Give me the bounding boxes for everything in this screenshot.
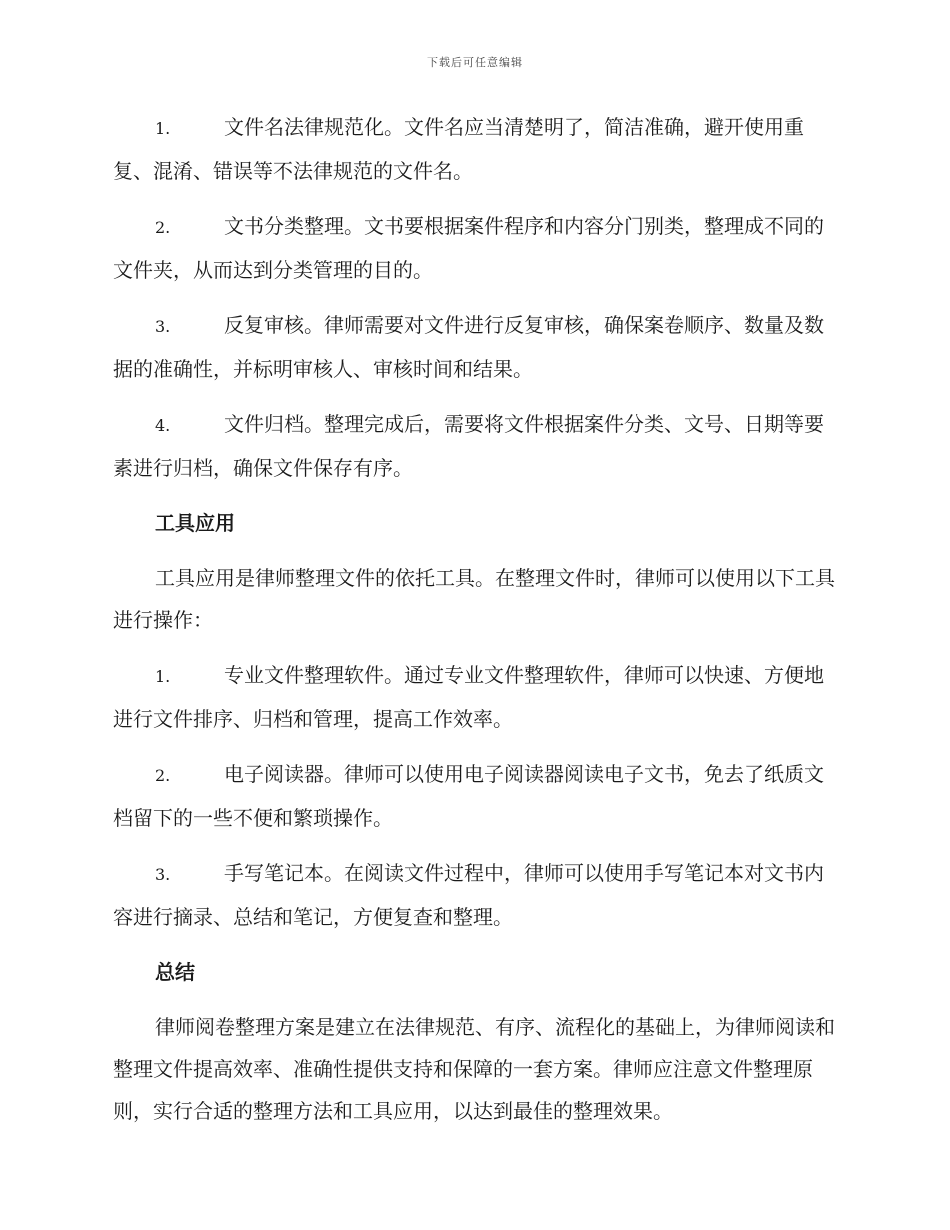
list-text: 电子阅读器。律师可以使用电子阅读器阅读电子文书，免去了纸质文档留下的一些不便和繁琐操作。 [113, 762, 824, 830]
list-text: 文书分类整理。文书要根据案件程序和内容分门别类，整理成不同的文件夹，从而达到分类管理的目的。 [113, 214, 824, 282]
tools-heading: 工具应用 [155, 511, 235, 535]
list-item [113, 654, 836, 740]
list-text: 文件名法律规范化。文件名应当清楚明了，简洁准确，避开使用重复、混淆、错误等不法律规范的文件名。 [113, 115, 804, 183]
list-number: 1. [155, 667, 171, 686]
list-text: 手写笔记本。在阅读文件过程中，律师可以使用手写笔记本对文书内容进行摘录、总结和笔记，方便复查和整理。 [113, 861, 824, 929]
list-number: 4. [155, 416, 171, 435]
summary-paragraph: 律师阅卷整理方案是建立在法律规范、有序、流程化的基础上，为律师阅读和整理文件提高效率、准确性提供支持和保障的一套方案。律师应注意文件整理原则，实行合适的整理方法和工具应用，以达到最佳的整理效果。 [113, 1015, 835, 1123]
list-item [113, 852, 836, 938]
list-item [113, 753, 836, 839]
list-item [113, 106, 836, 192]
header-note: 下载后可任意编辑 [427, 56, 523, 69]
list-number: 2. [155, 766, 171, 785]
list-text: 反复审核。律师需要对文件进行反复审核，确保案卷顺序、数量及数据的准确性，并标明审核人、审核时间和结果。 [113, 313, 824, 381]
list-number: 3. [155, 865, 171, 884]
list-number: 3. [155, 317, 171, 336]
list-number: 2. [155, 218, 171, 237]
list-text: 专业文件整理软件。通过专业文件整理软件，律师可以快速、方便地进行文件排序、归档和管理，提高工作效率。 [113, 663, 824, 731]
document-body [113, 106, 836, 1145]
list-item [113, 403, 836, 489]
list-number: 1. [155, 119, 171, 138]
list-item [113, 205, 836, 291]
list-item [113, 304, 836, 390]
tools-intro-paragraph: 工具应用是律师整理文件的依托工具。在整理文件时，律师可以使用以下工具进行操作： [113, 566, 835, 632]
summary-heading: 总结 [155, 960, 195, 984]
list-text: 文件归档。整理完成后，需要将文件根据案件分类、文号、日期等要素进行归档，确保文件保存有序。 [113, 412, 824, 480]
